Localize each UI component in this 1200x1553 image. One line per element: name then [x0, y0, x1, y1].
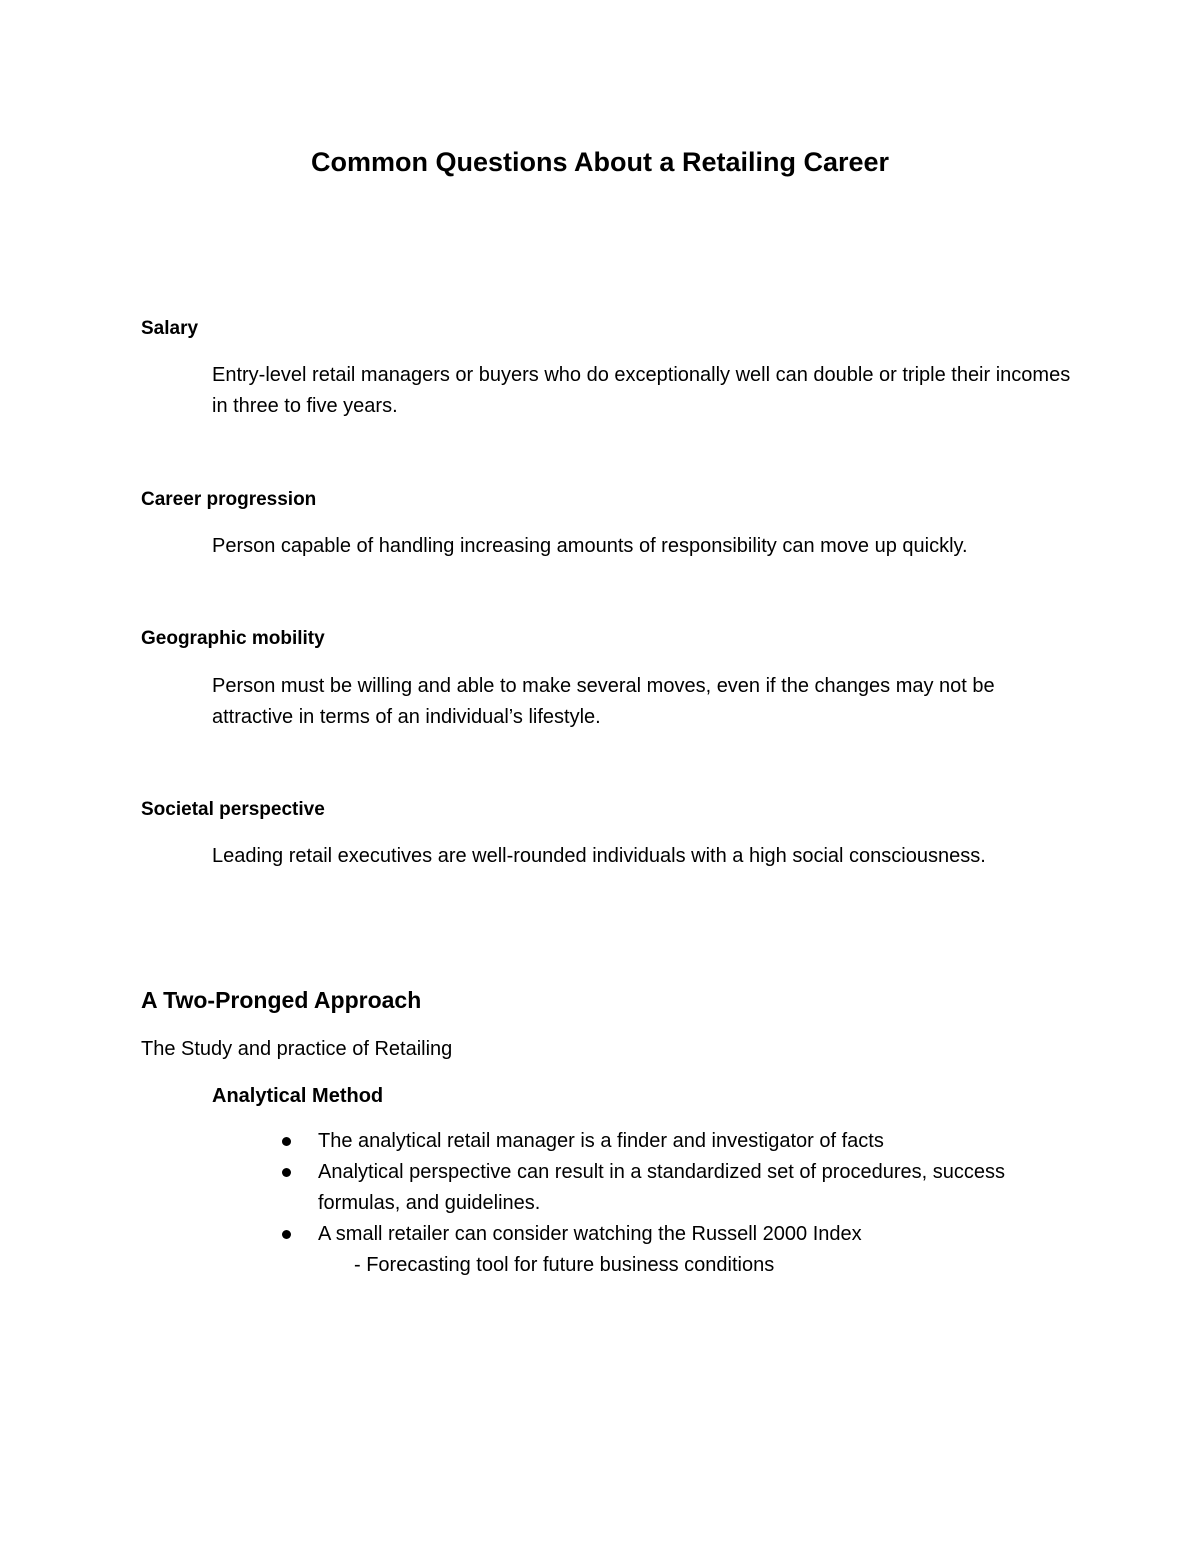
geographic-mobility-text: Person must be willing and able to make several moves, even if the changes may not be attractive in terms of an individual’s lifestyle.	[212, 675, 995, 728]
list-item	[282, 1157, 1072, 1219]
salary-text: Entry-level retail managers or buyers who do exceptionally well can double or triple their incomes in three to five years.	[212, 364, 1071, 417]
section-heading: A Two-Pronged Approach	[141, 987, 422, 1013]
list-item-text: Analytical perspective can result in a standardized set of procedures, success formulas, and guidelines.	[318, 1161, 1006, 1214]
list-item-text: The analytical retail manager is a finder and investigator of facts	[318, 1130, 884, 1152]
document-title: Common Questions About a Retailing Career	[310, 147, 890, 177]
sub-point: - Forecasting tool for future business conditions	[354, 1254, 775, 1276]
societal-perspective-text: Leading retail executives are well-rounded individuals with a high social consciousness.	[212, 845, 986, 867]
salary-heading: Salary	[141, 318, 199, 339]
geographic-mobility-heading: Geographic mobility	[141, 628, 325, 649]
list-item	[282, 1219, 1072, 1250]
career-progression-heading: Career progression	[141, 489, 317, 510]
bullet-icon	[282, 1230, 291, 1239]
bullet-icon	[282, 1137, 291, 1146]
bullet-list	[282, 1126, 1072, 1250]
section-subtitle: The Study and practice of Retailing	[141, 1038, 453, 1060]
societal-perspective-heading: Societal perspective	[141, 799, 325, 820]
bullet-icon	[282, 1168, 291, 1177]
list-item	[282, 1126, 1072, 1157]
method-heading: Analytical Method	[212, 1085, 384, 1107]
list-item-text: A small retailer can consider watching the Russell 2000 Index	[318, 1223, 862, 1245]
career-progression-text: Person capable of handling increasing amounts of responsibility can move up quickly.	[212, 535, 968, 557]
